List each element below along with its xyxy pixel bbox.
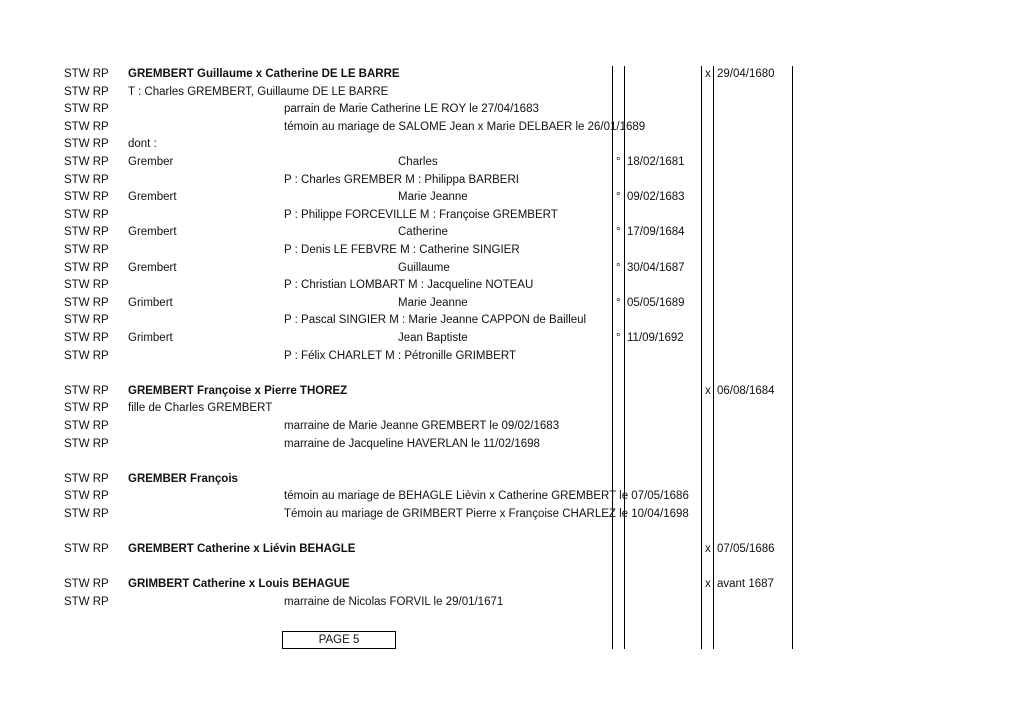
table-row bbox=[0, 136, 1024, 153]
record-code: STW RP bbox=[64, 314, 109, 327]
table-row bbox=[0, 348, 1024, 365]
record-code: STW RP bbox=[64, 120, 109, 133]
note-text: marraine de Jacqueline HAVERLAN le 11/02/1698 bbox=[284, 437, 540, 450]
table-row bbox=[0, 101, 1024, 118]
table-row bbox=[0, 260, 1024, 277]
table-row bbox=[0, 330, 1024, 347]
person-name: Grimbert bbox=[128, 332, 173, 344]
note-text: parrain de Marie Catherine LE ROY le 27/04/1683 bbox=[284, 103, 539, 116]
table-row bbox=[0, 224, 1024, 241]
record-code: STW RP bbox=[64, 138, 109, 151]
page-number-box bbox=[282, 631, 396, 649]
birth-mark: ° bbox=[616, 332, 621, 344]
record-code: STW RP bbox=[64, 543, 109, 556]
note-text: témoin au mariage de BEHAGLE Lièvin x Catherine GREMBERT le 07/05/1686 bbox=[284, 490, 689, 503]
record-code: STW RP bbox=[64, 420, 109, 432]
record-code: STW RP bbox=[64, 261, 109, 274]
record-code: STW RP bbox=[64, 384, 109, 397]
table-row bbox=[0, 207, 1024, 224]
person-name: GRIMBERT Catherine x Louis BEHAGUE bbox=[128, 578, 350, 591]
birth-date: 09/02/1683 bbox=[627, 191, 685, 204]
person-name: Grimbert bbox=[128, 296, 173, 309]
table-row bbox=[0, 295, 1024, 312]
note-text: marraine de Nicolas FORVIL le 29/01/1671 bbox=[284, 596, 504, 608]
first-name: Jean Baptiste bbox=[398, 332, 468, 344]
record-code: STW RP bbox=[64, 596, 109, 608]
record-code: STW RP bbox=[64, 279, 109, 292]
note-text: marraine de Marie Jeanne GREMBERT le 09/02/1683 bbox=[284, 420, 560, 432]
table-row bbox=[0, 594, 1024, 611]
note-text: P : Félix CHARLET M : Pétronille GRIMBERT bbox=[284, 349, 516, 362]
birth-date: 18/02/1681 bbox=[627, 156, 685, 168]
record-code: STW RP bbox=[64, 208, 109, 221]
person-name: dont : bbox=[128, 138, 157, 151]
birth-date: 17/09/1684 bbox=[627, 226, 685, 239]
record-code: STW RP bbox=[64, 437, 109, 450]
marriage-mark: x bbox=[705, 68, 711, 80]
person-name: Grember bbox=[128, 156, 174, 168]
note-text: témoin au mariage de SALOME Jean x Marie DELBAER le 26/01/1689 bbox=[284, 120, 646, 133]
marriage-date: 29/04/1680 bbox=[717, 68, 775, 80]
record-code: STW RP bbox=[64, 173, 109, 186]
marriage-mark: x bbox=[705, 384, 711, 397]
table-row bbox=[0, 471, 1024, 488]
person-name: T : Charles GREMBERT, Guillaume DE LE BARRE bbox=[128, 85, 389, 98]
table-row bbox=[0, 418, 1024, 435]
table-row bbox=[0, 242, 1024, 259]
marriage-date: avant 1687 bbox=[717, 578, 774, 591]
marriage-date: 06/08/1684 bbox=[717, 384, 775, 397]
record-code: STW RP bbox=[64, 68, 109, 80]
birth-date: 30/04/1687 bbox=[627, 261, 685, 274]
first-name: Marie Jeanne bbox=[398, 296, 468, 309]
birth-mark: ° bbox=[616, 226, 621, 239]
record-code: STW RP bbox=[64, 85, 109, 98]
record-code: STW RP bbox=[64, 156, 109, 168]
table-row bbox=[0, 312, 1024, 329]
table-row bbox=[0, 383, 1024, 400]
table-row bbox=[0, 277, 1024, 294]
table-row bbox=[0, 576, 1024, 593]
record-code: STW RP bbox=[64, 226, 109, 239]
person-name: Grembert bbox=[128, 261, 177, 274]
person-name: Grembert bbox=[128, 226, 177, 239]
birth-date: 11/09/1692 bbox=[627, 332, 684, 344]
first-name: Guillaume bbox=[398, 261, 450, 274]
birth-mark: ° bbox=[616, 156, 621, 168]
birth-date: 05/05/1689 bbox=[627, 296, 685, 309]
first-name: Catherine bbox=[398, 226, 448, 239]
table-row bbox=[0, 559, 1024, 576]
table-row bbox=[0, 436, 1024, 453]
table-row bbox=[0, 365, 1024, 382]
birth-mark: ° bbox=[616, 261, 621, 274]
note-text: P : Philippe FORCEVILLE M : Françoise GREMBERT bbox=[284, 208, 558, 221]
note-text: P : Christian LOMBART M : Jacqueline NOTEAU bbox=[284, 279, 534, 292]
person-name: GREMBER François bbox=[128, 472, 238, 485]
note-text: P : Denis LE FEBVRE M : Catherine SINGIER bbox=[284, 244, 520, 256]
person-name: Grembert bbox=[128, 191, 177, 204]
note-text: P : Pascal SINGIER M : Marie Jeanne CAPPON de Bailleul bbox=[284, 314, 587, 327]
person-name: GREMBERT Françoise x Pierre THOREZ bbox=[128, 384, 348, 397]
birth-mark: ° bbox=[616, 296, 621, 309]
table-row bbox=[0, 400, 1024, 417]
record-code: STW RP bbox=[64, 244, 109, 256]
table-row bbox=[0, 453, 1024, 470]
record-code: STW RP bbox=[64, 349, 109, 362]
table-row bbox=[0, 84, 1024, 101]
table-row bbox=[0, 541, 1024, 558]
record-code: STW RP bbox=[64, 296, 109, 309]
first-name: Charles bbox=[398, 156, 438, 168]
record-code: STW RP bbox=[64, 472, 109, 485]
marriage-date: 07/05/1686 bbox=[717, 543, 775, 556]
person-name: GREMBERT Guillaume x Catherine DE LE BARRE bbox=[128, 68, 400, 80]
record-code: STW RP bbox=[64, 191, 109, 204]
person-name: fille de Charles GREMBERT bbox=[128, 402, 273, 415]
first-name: Marie Jeanne bbox=[398, 191, 468, 204]
note-text: Témoin au mariage de GRIMBERT Pierre x Françoise CHARLEZ le 10/04/1698 bbox=[284, 508, 689, 520]
person-name: GREMBERT Catherine x Liévin BEHAGLE bbox=[128, 543, 356, 556]
table-row bbox=[0, 506, 1024, 523]
table-row bbox=[0, 172, 1024, 189]
table-row bbox=[0, 189, 1024, 206]
record-code: STW RP bbox=[64, 402, 109, 415]
record-code: STW RP bbox=[64, 578, 109, 591]
marriage-mark: x bbox=[705, 578, 711, 591]
table-row bbox=[0, 154, 1024, 171]
marriage-mark: x bbox=[705, 543, 711, 556]
record-code: STW RP bbox=[64, 490, 109, 503]
record-code: STW RP bbox=[64, 332, 109, 344]
record-code: STW RP bbox=[64, 508, 109, 520]
note-text: P : Charles GREMBER M : Philippa BARBERI bbox=[284, 173, 519, 186]
table-row bbox=[0, 66, 1024, 83]
page-number: PAGE 5 bbox=[318, 634, 360, 646]
table-row bbox=[0, 119, 1024, 136]
birth-mark: ° bbox=[616, 191, 621, 204]
table-row bbox=[0, 524, 1024, 541]
table-row bbox=[0, 488, 1024, 505]
record-code: STW RP bbox=[64, 103, 109, 116]
